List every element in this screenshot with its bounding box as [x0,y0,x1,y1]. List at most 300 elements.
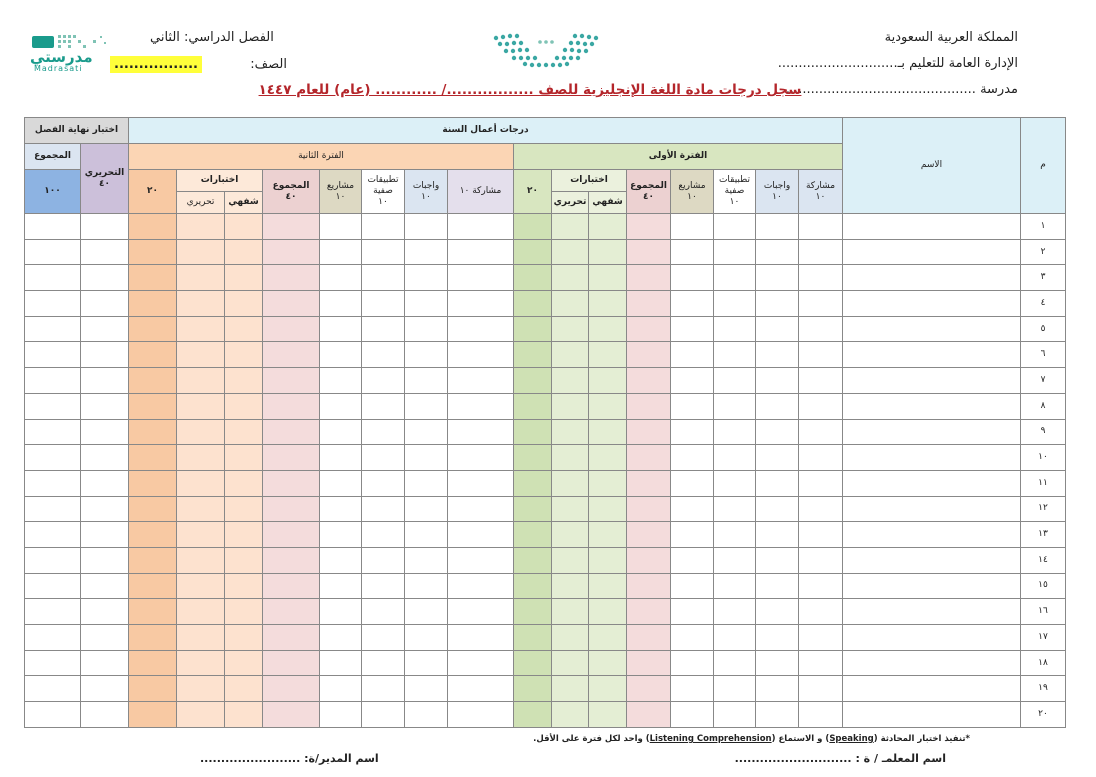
grade-cell[interactable] [671,265,714,291]
grade-cell[interactable] [799,316,843,342]
grade-cell[interactable] [589,676,627,702]
grade-cell[interactable] [263,393,320,419]
grade-cell[interactable] [671,239,714,265]
grade-cell[interactable] [177,625,225,651]
grade-cell[interactable] [320,702,362,728]
grade-cell[interactable] [714,625,756,651]
grade-cell[interactable] [225,470,263,496]
grade-cell[interactable] [514,291,552,317]
grade-cell[interactable] [671,419,714,445]
grade-cell[interactable] [362,496,405,522]
grade-cell[interactable] [671,573,714,599]
grade-cell[interactable] [225,702,263,728]
grade-cell[interactable] [25,291,81,317]
grade-cell[interactable] [589,265,627,291]
grade-cell[interactable] [552,239,589,265]
grade-cell[interactable] [552,445,589,471]
grade-cell[interactable] [177,676,225,702]
grade-cell[interactable] [627,214,671,240]
grade-cell[interactable] [448,419,514,445]
grade-cell[interactable] [799,368,843,394]
grade-cell[interactable] [552,368,589,394]
grade-cell[interactable] [129,265,177,291]
grade-cell[interactable] [589,650,627,676]
grade-cell[interactable] [627,342,671,368]
grade-cell[interactable] [552,625,589,651]
grade-cell[interactable] [177,599,225,625]
grade-cell[interactable] [225,573,263,599]
grade-cell[interactable] [671,522,714,548]
grade-cell[interactable] [756,291,799,317]
grade-cell[interactable] [552,265,589,291]
grade-cell[interactable] [129,702,177,728]
grade-cell[interactable] [552,291,589,317]
grade-cell[interactable] [81,625,129,651]
grade-cell[interactable] [514,496,552,522]
grade-cell[interactable] [799,214,843,240]
grade-cell[interactable] [552,316,589,342]
grade-cell[interactable] [756,676,799,702]
grade-cell[interactable] [263,342,320,368]
grade-cell[interactable] [263,265,320,291]
grade-cell[interactable] [405,470,448,496]
grade-cell[interactable] [225,239,263,265]
grade-cell[interactable] [225,547,263,573]
grade-cell[interactable] [263,547,320,573]
grade-cell[interactable] [25,496,81,522]
grade-cell[interactable] [756,342,799,368]
grade-cell[interactable] [25,702,81,728]
grade-cell[interactable] [177,445,225,471]
grade-cell[interactable] [405,393,448,419]
grade-cell[interactable] [671,291,714,317]
grade-cell[interactable] [81,599,129,625]
grade-cell[interactable] [589,625,627,651]
grade-cell[interactable] [627,625,671,651]
grade-cell[interactable] [177,702,225,728]
grade-cell[interactable] [552,342,589,368]
grade-cell[interactable] [320,650,362,676]
grade-cell[interactable] [552,470,589,496]
grade-cell[interactable] [799,573,843,599]
grade-cell[interactable] [448,676,514,702]
grade-cell[interactable] [320,445,362,471]
grade-cell[interactable] [320,419,362,445]
grade-cell[interactable] [714,702,756,728]
student-name-cell[interactable] [843,291,1021,317]
grade-cell[interactable] [799,599,843,625]
grade-cell[interactable] [714,599,756,625]
grade-cell[interactable] [81,676,129,702]
grade-cell[interactable] [627,316,671,342]
grade-cell[interactable] [225,316,263,342]
grade-cell[interactable] [714,316,756,342]
grade-cell[interactable] [263,599,320,625]
grade-cell[interactable] [799,265,843,291]
grade-cell[interactable] [263,496,320,522]
grade-cell[interactable] [320,599,362,625]
grade-cell[interactable] [177,470,225,496]
grade-cell[interactable] [671,368,714,394]
grade-cell[interactable] [756,265,799,291]
grade-cell[interactable] [671,445,714,471]
grade-cell[interactable] [320,316,362,342]
grade-cell[interactable] [627,265,671,291]
grade-cell[interactable] [671,702,714,728]
grade-cell[interactable] [552,419,589,445]
grade-cell[interactable] [448,599,514,625]
grade-cell[interactable] [177,650,225,676]
grade-cell[interactable] [362,547,405,573]
grade-cell[interactable] [405,625,448,651]
grade-cell[interactable] [799,522,843,548]
grade-cell[interactable] [714,291,756,317]
grade-cell[interactable] [25,393,81,419]
grade-cell[interactable] [320,573,362,599]
grade-cell[interactable] [448,214,514,240]
grade-cell[interactable] [81,470,129,496]
grade-cell[interactable] [714,239,756,265]
grade-cell[interactable] [320,368,362,394]
grade-cell[interactable] [405,291,448,317]
grade-cell[interactable] [129,214,177,240]
grade-cell[interactable] [589,522,627,548]
grade-cell[interactable] [589,393,627,419]
grade-cell[interactable] [405,265,448,291]
grade-cell[interactable] [320,547,362,573]
grade-cell[interactable] [627,522,671,548]
student-name-cell[interactable] [843,445,1021,471]
grade-cell[interactable] [756,316,799,342]
grade-cell[interactable] [714,547,756,573]
grade-cell[interactable] [362,676,405,702]
grade-cell[interactable] [320,265,362,291]
grade-cell[interactable] [589,470,627,496]
grade-cell[interactable] [448,496,514,522]
grade-cell[interactable] [25,599,81,625]
student-name-cell[interactable] [843,522,1021,548]
grade-cell[interactable] [25,419,81,445]
grade-cell[interactable] [263,470,320,496]
grade-cell[interactable] [129,393,177,419]
grade-cell[interactable] [362,650,405,676]
grade-cell[interactable] [756,470,799,496]
grade-cell[interactable] [714,522,756,548]
grade-cell[interactable] [514,522,552,548]
grade-cell[interactable] [448,547,514,573]
student-name-cell[interactable] [843,702,1021,728]
grade-cell[interactable] [405,214,448,240]
grade-cell[interactable] [627,573,671,599]
grade-cell[interactable] [552,496,589,522]
grade-cell[interactable] [671,393,714,419]
grade-cell[interactable] [177,419,225,445]
grade-cell[interactable] [799,470,843,496]
grade-cell[interactable] [448,445,514,471]
grade-cell[interactable] [81,393,129,419]
student-name-cell[interactable] [843,239,1021,265]
grade-cell[interactable] [405,316,448,342]
grade-cell[interactable] [589,702,627,728]
grade-cell[interactable] [362,419,405,445]
grade-cell[interactable] [799,625,843,651]
grade-cell[interactable] [448,368,514,394]
grade-cell[interactable] [514,419,552,445]
grade-cell[interactable] [405,419,448,445]
grade-cell[interactable] [627,393,671,419]
grade-cell[interactable] [405,573,448,599]
grade-cell[interactable] [552,573,589,599]
grade-cell[interactable] [225,522,263,548]
grade-cell[interactable] [81,214,129,240]
grade-cell[interactable] [756,522,799,548]
grade-cell[interactable] [514,625,552,651]
grade-cell[interactable] [627,702,671,728]
grade-cell[interactable] [627,239,671,265]
grade-cell[interactable] [714,445,756,471]
grade-cell[interactable] [552,650,589,676]
grade-cell[interactable] [362,522,405,548]
grade-cell[interactable] [81,650,129,676]
grade-cell[interactable] [129,445,177,471]
student-name-cell[interactable] [843,676,1021,702]
grade-cell[interactable] [799,445,843,471]
grade-cell[interactable] [799,393,843,419]
grade-cell[interactable] [129,496,177,522]
grade-cell[interactable] [225,445,263,471]
grade-cell[interactable] [25,265,81,291]
grade-cell[interactable] [514,573,552,599]
grade-cell[interactable] [362,342,405,368]
grade-cell[interactable] [25,470,81,496]
grade-cell[interactable] [81,316,129,342]
grade-cell[interactable] [362,573,405,599]
grade-cell[interactable] [225,214,263,240]
grade-cell[interactable] [714,496,756,522]
grade-cell[interactable] [225,368,263,394]
student-name-cell[interactable] [843,214,1021,240]
grade-cell[interactable] [514,239,552,265]
grade-cell[interactable] [129,342,177,368]
grade-cell[interactable] [514,445,552,471]
grade-cell[interactable] [25,573,81,599]
grade-cell[interactable] [81,522,129,548]
grade-cell[interactable] [448,470,514,496]
grade-cell[interactable] [589,445,627,471]
grade-cell[interactable] [627,368,671,394]
grade-cell[interactable] [320,291,362,317]
grade-cell[interactable] [405,522,448,548]
grade-cell[interactable] [320,239,362,265]
grade-cell[interactable] [552,702,589,728]
grade-cell[interactable] [263,445,320,471]
grade-cell[interactable] [405,368,448,394]
grade-cell[interactable] [448,291,514,317]
student-name-cell[interactable] [843,496,1021,522]
grade-cell[interactable] [81,368,129,394]
grade-cell[interactable] [225,599,263,625]
grade-cell[interactable] [627,496,671,522]
student-name-cell[interactable] [843,265,1021,291]
grade-cell[interactable] [514,702,552,728]
grade-cell[interactable] [405,702,448,728]
grade-cell[interactable] [514,316,552,342]
grade-cell[interactable] [129,368,177,394]
grade-cell[interactable] [225,291,263,317]
grade-cell[interactable] [405,650,448,676]
grade-cell[interactable] [362,393,405,419]
grade-cell[interactable] [81,573,129,599]
grade-cell[interactable] [25,522,81,548]
grade-cell[interactable] [589,573,627,599]
grade-cell[interactable] [263,368,320,394]
grade-cell[interactable] [627,650,671,676]
grade-cell[interactable] [671,599,714,625]
grade-cell[interactable] [756,419,799,445]
grade-cell[interactable] [362,702,405,728]
grade-cell[interactable] [362,239,405,265]
grade-cell[interactable] [81,547,129,573]
grade-cell[interactable] [225,496,263,522]
grade-cell[interactable] [799,676,843,702]
grade-cell[interactable] [129,470,177,496]
grade-cell[interactable] [81,342,129,368]
grade-cell[interactable] [552,214,589,240]
grade-cell[interactable] [589,547,627,573]
grade-cell[interactable] [671,470,714,496]
grade-cell[interactable] [799,496,843,522]
student-name-cell[interactable] [843,342,1021,368]
grade-cell[interactable] [225,650,263,676]
grade-cell[interactable] [714,573,756,599]
grade-cell[interactable] [81,239,129,265]
grade-cell[interactable] [177,573,225,599]
grade-cell[interactable] [81,419,129,445]
grade-cell[interactable] [589,239,627,265]
grade-cell[interactable] [320,342,362,368]
grade-cell[interactable] [177,393,225,419]
grade-cell[interactable] [671,547,714,573]
grade-cell[interactable] [799,547,843,573]
grade-cell[interactable] [81,445,129,471]
grade-cell[interactable] [799,342,843,368]
grade-cell[interactable] [25,547,81,573]
grade-cell[interactable] [225,676,263,702]
grade-cell[interactable] [177,291,225,317]
grade-cell[interactable] [320,496,362,522]
grade-cell[interactable] [263,214,320,240]
grade-cell[interactable] [552,599,589,625]
grade-cell[interactable] [362,599,405,625]
grade-cell[interactable] [177,265,225,291]
student-name-cell[interactable] [843,650,1021,676]
grade-cell[interactable] [25,368,81,394]
grade-cell[interactable] [714,650,756,676]
grade-cell[interactable] [263,316,320,342]
grade-cell[interactable] [362,368,405,394]
grade-cell[interactable] [627,547,671,573]
grade-cell[interactable] [514,676,552,702]
grade-cell[interactable] [756,625,799,651]
grade-cell[interactable] [714,470,756,496]
grade-cell[interactable] [25,650,81,676]
grade-cell[interactable] [714,393,756,419]
grade-cell[interactable] [514,599,552,625]
student-name-cell[interactable] [843,547,1021,573]
grade-cell[interactable] [589,496,627,522]
student-name-cell[interactable] [843,419,1021,445]
grade-cell[interactable] [362,214,405,240]
grade-cell[interactable] [177,214,225,240]
grade-cell[interactable] [514,650,552,676]
grade-cell[interactable] [448,393,514,419]
grade-cell[interactable] [756,393,799,419]
grade-cell[interactable] [756,445,799,471]
grade-cell[interactable] [129,573,177,599]
grade-cell[interactable] [671,214,714,240]
grade-cell[interactable] [129,676,177,702]
grade-cell[interactable] [756,573,799,599]
grade-cell[interactable] [448,342,514,368]
grade-cell[interactable] [552,547,589,573]
grade-cell[interactable] [362,445,405,471]
grade-cell[interactable] [25,445,81,471]
grade-cell[interactable] [714,676,756,702]
student-name-cell[interactable] [843,470,1021,496]
grade-cell[interactable] [25,214,81,240]
grade-cell[interactable] [799,291,843,317]
grade-cell[interactable] [756,214,799,240]
grade-cell[interactable] [177,522,225,548]
grade-cell[interactable] [362,470,405,496]
student-name-cell[interactable] [843,393,1021,419]
grade-cell[interactable] [514,368,552,394]
grade-cell[interactable] [589,316,627,342]
grade-cell[interactable] [756,650,799,676]
grade-cell[interactable] [225,265,263,291]
grade-cell[interactable] [263,522,320,548]
grade-cell[interactable] [81,496,129,522]
grade-cell[interactable] [225,342,263,368]
grade-cell[interactable] [129,625,177,651]
grade-cell[interactable] [177,316,225,342]
grade-cell[interactable] [320,625,362,651]
grade-cell[interactable] [756,599,799,625]
grade-cell[interactable] [514,470,552,496]
grade-cell[interactable] [263,291,320,317]
student-name-cell[interactable] [843,368,1021,394]
grade-cell[interactable] [129,522,177,548]
grade-cell[interactable] [799,239,843,265]
grade-cell[interactable] [405,445,448,471]
grade-cell[interactable] [405,599,448,625]
grade-cell[interactable] [552,676,589,702]
grade-cell[interactable] [589,419,627,445]
grade-cell[interactable] [671,316,714,342]
grade-cell[interactable] [514,265,552,291]
grade-cell[interactable] [627,419,671,445]
grade-cell[interactable] [589,342,627,368]
grade-cell[interactable] [552,522,589,548]
grade-cell[interactable] [514,393,552,419]
grade-cell[interactable] [177,547,225,573]
grade-cell[interactable] [177,342,225,368]
grade-cell[interactable] [448,522,514,548]
grade-cell[interactable] [671,650,714,676]
grade-cell[interactable] [671,496,714,522]
grade-cell[interactable] [129,291,177,317]
grade-cell[interactable] [627,599,671,625]
